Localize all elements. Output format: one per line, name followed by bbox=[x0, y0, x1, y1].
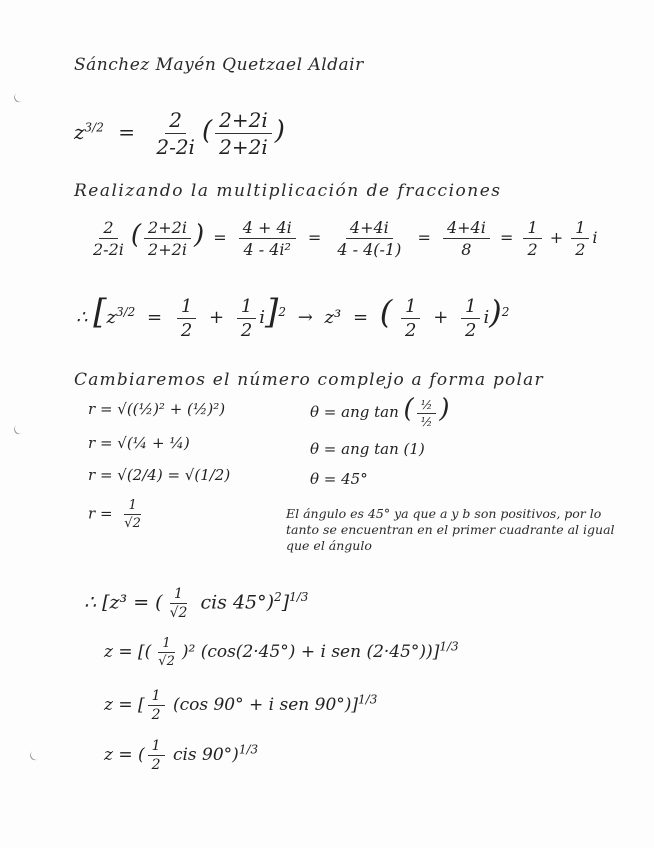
arrow-icon: → bbox=[297, 307, 313, 328]
polar-r-step-1: r = √((½)² + (½)²) bbox=[88, 400, 226, 418]
eq4-lhs: ∴ [z³ = ( bbox=[84, 591, 163, 614]
eq1-mult-numerator: 2+2i bbox=[215, 108, 272, 134]
eq6-exp: 1/3 bbox=[358, 692, 378, 707]
eq2-c-den: 4 - 4i² bbox=[243, 240, 291, 259]
eq6-lhs: z = [ bbox=[104, 695, 145, 715]
therefore-symbol: ∴ bbox=[76, 307, 88, 328]
eq3-z: z bbox=[106, 307, 116, 328]
eq5-rest: )² (cos(2·45°) + i sen (2·45°))] bbox=[181, 642, 440, 662]
eq3-half1-den: 2 bbox=[180, 319, 193, 341]
eq2-d-den: 4 - 4(-1) bbox=[337, 240, 402, 259]
author-name: Sánchez Mayén Quetzael Aldair bbox=[74, 55, 364, 75]
eq6-num: 1 bbox=[148, 688, 165, 706]
polar-t1-num: ½ bbox=[417, 398, 437, 414]
eq3-outer-exp: 2 bbox=[278, 305, 286, 319]
polar-t1-den: ½ bbox=[420, 414, 433, 429]
eq3-rhs-i: i bbox=[483, 307, 490, 328]
eq3-i: i bbox=[259, 307, 266, 328]
eq7-lhs: z = ( bbox=[104, 745, 145, 765]
eq2-b-num: 2+2i bbox=[144, 218, 191, 239]
eq4-num: 1 bbox=[170, 586, 187, 604]
angle-note: El ángulo es 45° ya que a y b son positivos, por lo tanto se encuentran en el primer cuadrante al igual que el ángulo bbox=[286, 506, 615, 553]
polar-r4-num: 1 bbox=[124, 498, 140, 515]
polar-t1-lhs: θ = ang tan bbox=[310, 403, 399, 421]
eq2-a-den: 2-2i bbox=[93, 240, 124, 259]
eq4-exp: 2 bbox=[274, 590, 282, 605]
eq6-den: 2 bbox=[151, 707, 161, 723]
eq2-e-num: 4+4i bbox=[443, 218, 490, 239]
eq1-exponent: 3/2 bbox=[84, 120, 104, 135]
eq2-f2-num: 1 bbox=[571, 218, 589, 239]
eq4-outer-exp: 1/3 bbox=[289, 590, 309, 605]
eq2-d-num: 4+4i bbox=[346, 218, 393, 239]
eq7-exp: 1/3 bbox=[238, 742, 259, 757]
eq4-close: ] bbox=[281, 591, 290, 614]
eq5-lhs: z = [( bbox=[104, 642, 152, 662]
polar-r-step-3: r = √(2/4) = √(1/2) bbox=[88, 466, 231, 484]
eq1-equals: = bbox=[118, 120, 135, 144]
eq2-a-num: 2 bbox=[99, 218, 117, 239]
eq3-half2-den: 2 bbox=[240, 319, 253, 341]
eq1-mult-denominator: 2+2i bbox=[219, 135, 268, 159]
eq7-num: 1 bbox=[148, 738, 165, 756]
eq3-rhs-half1-num: 1 bbox=[401, 296, 420, 319]
eq1-lhs: z bbox=[74, 120, 85, 144]
eq3-z-cubed: z³ bbox=[324, 307, 342, 328]
eq2-f1-num: 1 bbox=[523, 218, 541, 239]
equation-5 bbox=[104, 636, 459, 669]
eq3-half1-num: 1 bbox=[177, 296, 196, 319]
eq2-plus: + bbox=[549, 228, 564, 247]
polar-theta-step-3: θ = 45° bbox=[310, 470, 368, 488]
heading-polar: Cambiaremos el número complejo a forma polar bbox=[74, 370, 544, 390]
polar-r4-lhs: r = bbox=[88, 504, 113, 523]
eq3-rhs-exp: 2 bbox=[501, 305, 510, 319]
eq7-den: 2 bbox=[151, 757, 161, 773]
eq3-rhs-half2-num: 1 bbox=[461, 296, 480, 319]
eq2-i: i bbox=[592, 228, 598, 247]
equation-3: ∴ [$z^{3/2}$ = $\frac{1}{2}$ + $\frac{1}{2}$ i]$^2$ → z³ = ( $\frac{1}{2}$ + $\frac{1}{2}$ i)$^2$ bbox=[76, 292, 510, 341]
equation-2: $\frac{2}{2-2i}$ ( $\frac{2+2i}{2+2i}$ ) = $\frac{4 + 4i}{\text{4 - 4i²}}$ = $\frac{4+4i}{4 - 4(-1)}$ = $\frac{4+4i}{8}$ = $\frac{1}{2}$ + $\frac{1}{2}$ i bbox=[86, 218, 598, 259]
eq2-e-den: 8 bbox=[461, 240, 472, 259]
eq1-frac-numerator: 2 bbox=[165, 108, 186, 134]
eq2-c-num: 4 + 4i bbox=[239, 218, 296, 239]
polar-r4-den: √2 bbox=[124, 516, 141, 531]
eq2-b-den: 2+2i bbox=[148, 240, 187, 259]
equation-1: $z^{3/2}$ = $\frac{2}{2-2i}$ ( $\frac{2+2i}{2+2i}$ ) bbox=[74, 108, 285, 159]
eq5-num: 1 bbox=[158, 636, 174, 653]
equation-6 bbox=[104, 688, 377, 723]
eq2-f1-den: 2 bbox=[527, 240, 538, 259]
eq5-exp: 1/3 bbox=[439, 639, 459, 654]
binder-mark bbox=[12, 90, 27, 104]
eq4-den: √2 bbox=[169, 605, 188, 621]
eq3-rhs-half2-den: 2 bbox=[465, 319, 477, 341]
heading-multiplication: Realizando la multiplicación de fracciones bbox=[74, 181, 502, 201]
binder-mark bbox=[28, 748, 43, 762]
eq3-exp: 3/2 bbox=[115, 305, 136, 319]
equation-4 bbox=[84, 586, 308, 621]
eq3-rhs-half1-den: 2 bbox=[405, 319, 417, 341]
polar-r-step-2: r = √(¼ + ¼) bbox=[88, 434, 190, 452]
polar-r-step-4 bbox=[88, 498, 148, 531]
eq1-frac-denominator: 2-2i bbox=[156, 135, 195, 159]
polar-theta-step-2: θ = ang tan (1) bbox=[310, 440, 425, 458]
polar-theta-step-1: θ = ang tan ( $\frac{\text{½}}{\text{½}}$ ) bbox=[310, 394, 450, 429]
eq6-rest: (cos 90° + i sen 90°)] bbox=[167, 695, 359, 715]
eq7-rest: cis 90°) bbox=[167, 745, 239, 765]
eq2-f2-den: 2 bbox=[575, 240, 586, 259]
eq3-half2-num: 1 bbox=[237, 296, 256, 319]
equation-7 bbox=[104, 738, 258, 773]
eq4-mid: cis 45°) bbox=[194, 591, 275, 614]
binder-mark bbox=[12, 422, 27, 436]
eq5-den: √2 bbox=[158, 654, 175, 669]
